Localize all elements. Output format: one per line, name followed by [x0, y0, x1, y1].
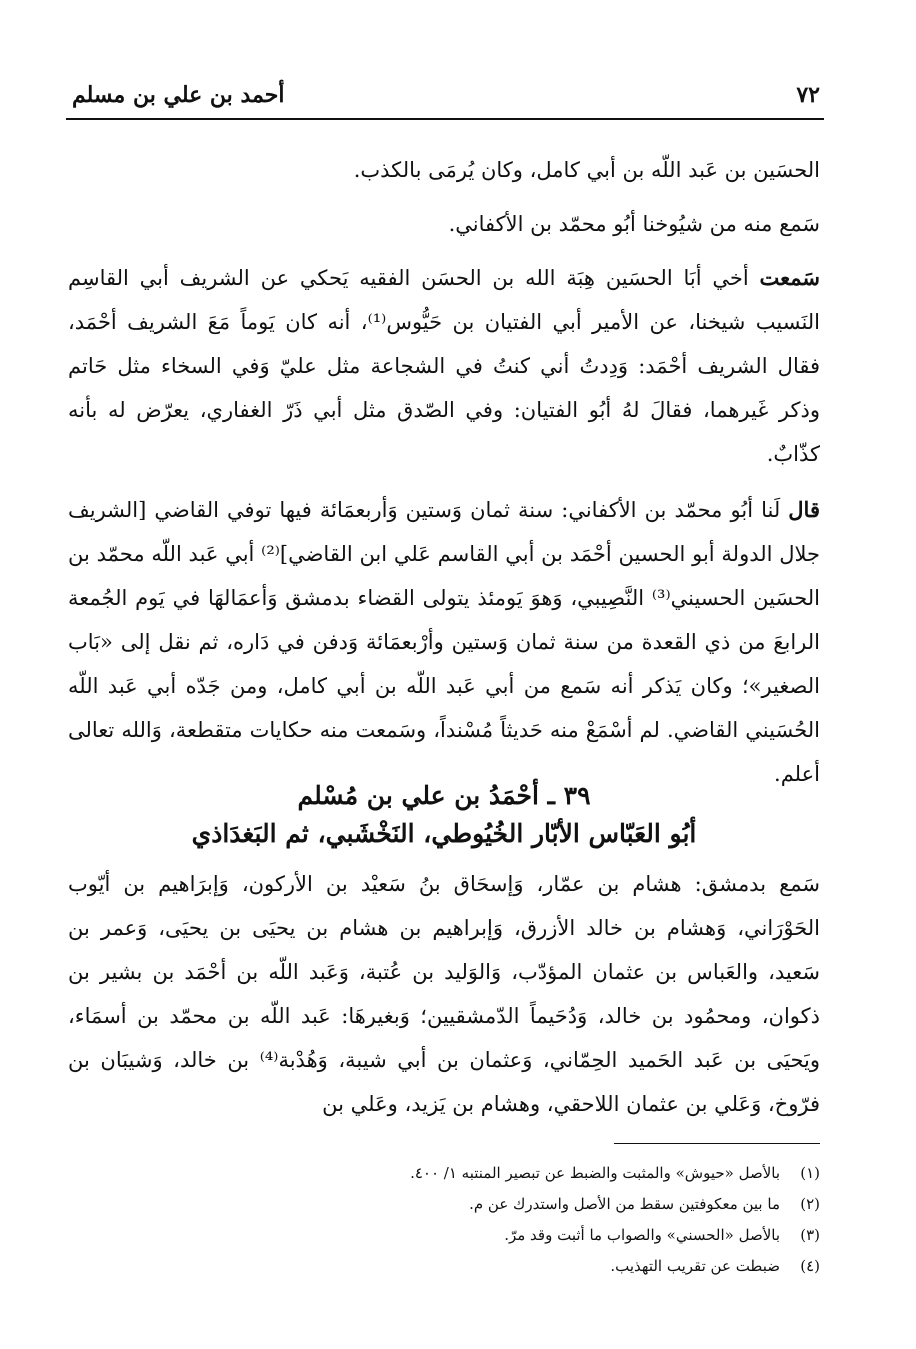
footnote-4-number: (٤) — [800, 1257, 820, 1275]
footnote-separator — [614, 1143, 820, 1144]
footnote-1-text: بالأصل «حيوش» والمثبت والضبط عن تبصير المنتبه ١/ ٤٠٠. — [410, 1164, 780, 1182]
running-title: أحمد بن علي بن مسلم — [72, 82, 285, 108]
footnote-4 — [68, 1251, 820, 1282]
footnote-3-text: بالأصل «الحسني» والصواب ما أثبت وقد مرّ. — [504, 1226, 780, 1244]
footnote-2-text: ما بين معكوفتين سقط من الأصل واستدرك عن م. — [469, 1195, 780, 1213]
entry-heading: ٣٩ ـ أحْمَدُ بن علي بن مُسْلم — [297, 781, 591, 810]
paragraph-2 — [68, 202, 820, 246]
entry-paragraph: سَمع بدمشق: هشام بن عمّار، وَإسحَاق بنُ سَعيْد بن الأركون، وَإبرَاهيم بن أيّوب الحَوْرَاني، وَهشام بن خالد الأزرق، وَإبراهيم بن هشام بن يحيَى بن يحيَى، وَعمر بن سَعيد، والعَباس بن عثمان المؤدّب، وَالوَليد بن عُتبة، وَعَبد اللّه بن أحْمَد بن بشير بن ذكوان، ومحمُود بن خالد، وَدُحَيماً الدّمشقيين؛ وَبغيرهَا: عَبد اللّه بن محمّد بن أسمَاء، ويَحيَى بن عَبد الحَميد الحِمّاني، وَعثمان بن أبي شيبة، وَهُدْبة⁽⁴⁾ بن خالد، وَشيبَان بن فرّوخ، وَعَلي بن عثمان اللاحقي، وهشام بن يَزيد، وعَلي بن — [68, 872, 820, 1116]
footnote-3-number: (٣) — [800, 1226, 820, 1244]
footnote-3 — [68, 1220, 820, 1251]
footnote-4-text: ضبطت عن تقريب التهذيب. — [610, 1257, 780, 1275]
paragraph-4 — [68, 488, 820, 796]
paragraph-2-text: سَمع منه من شيُوخنا أبُو محمّد بن الأكفاني. — [448, 212, 820, 236]
continued-text — [68, 148, 820, 796]
footnote-2-number: (٢) — [800, 1195, 820, 1213]
footnote-1 — [68, 1158, 820, 1189]
footnotes — [68, 1158, 820, 1282]
footnote-2 — [68, 1189, 820, 1220]
page-number: ٧٢ — [796, 82, 820, 108]
paragraph-3 — [68, 256, 820, 476]
paragraph-4-lead: قال — [788, 497, 820, 522]
paragraph-4-text: لَنا أبُو محمّد بن الأكفاني: سنة ثمان وَستين وَأربعمَائة فيها توفي القاضي [الشريف جلال الدولة أبو الحسين أحْمَد بن أبي القاسم عَلي ابن القاضي]⁽²⁾ أبي عَبد اللّه محمّد بن الحسَين الحسيني⁽³⁾ النَّصِيبي، وَهوَ يَومئذ يتولى القضاء بدمشق وَأعمَالهَا في يَوم الجُمعة الرابعَ من ذي القعدة من سنة ثمان وَستين وأرْبعمَائة وَدفن في دَاره، ثم نقل إلى «بَاب الصغير»؛ وكان يَذكر أنه سَمع من أبي عَبد اللّه بن أبي كامل، ومن جَدّه أبي عَبد اللّه الحُسَيني القاضي. لم أسْمَعْ منه حَديثاً مُسْنداً، وسَمعت منه حكايات متقطعة، وَالله تعالى أعلم. — [68, 498, 821, 786]
paragraph-1-text: الحسَين بن عَبد اللّه بن أبي كامل، وكان يُرمَى بالكذب. — [353, 158, 820, 182]
entry-body — [68, 862, 820, 1126]
paragraph-3-lead: سَمعت — [759, 265, 820, 290]
running-header — [66, 78, 824, 120]
paragraph-1 — [68, 148, 820, 192]
paragraph-3-text: أخي أبَا الحسَين هِبَة الله بن الحسَن الفقيه يَحكي عن الشريف أبي القاسِم النَسيب شيخنا، عن الأمير أبي الفتيان بن حَيُّوس⁽¹⁾، أنه كان يَوماً مَعَ الشريف أحْمَد، فقال الشريف أحْمَد: وَدِدتُ أني كنتُ في الشجاعة مثل عليّ وَفي السخاء مثل حَاتم وذكر غَيرهما، فقالَ لهُ أبُو الفتيان: وفي الصّدق مثل أبي ذَرّ الغفاري، يعرّض له بأنه كذّابٌ. — [68, 266, 821, 466]
entry-subheading: أبُو العَبّاس الأبّار الخُيُوطي، النَخْشَبي، ثم البَغدَاذي — [191, 819, 697, 848]
footnote-1-number: (١) — [800, 1164, 820, 1182]
